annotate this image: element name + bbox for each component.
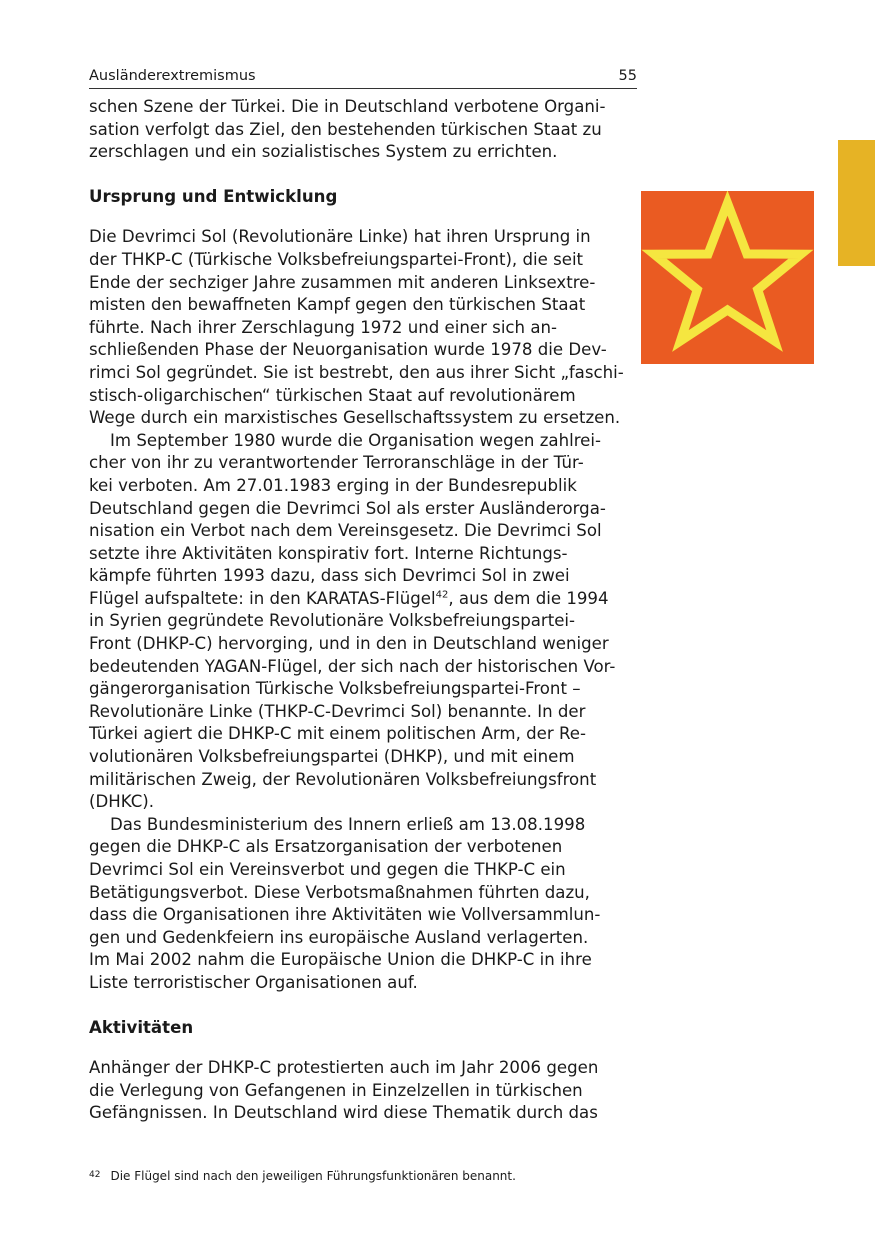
paragraph — [89, 814, 639, 995]
text-line: in Syrien gegründete Revolutionäre Volksbefreiungspartei- — [89, 611, 576, 631]
text-line: Flügel aufspaltete: in den KARATAS-Flügel — [89, 588, 436, 608]
footnote-text: Die Flügel sind nach den jeweiligen Führungsfunktionären benannt. — [110, 1169, 516, 1183]
paragraph — [89, 226, 639, 429]
text-line: Gefängnissen. In Deutschland wird diese Thematik durch das — [89, 1103, 598, 1123]
text-line: cher von ihr zu verantwortender Terroranschläge in der Tür- — [89, 453, 584, 473]
page-number: 55 — [618, 68, 637, 84]
intro-paragraph — [89, 96, 639, 164]
organization-logo — [641, 191, 814, 364]
text-line: Türkei agiert die DHKP-C mit einem politischen Arm, der Re- — [89, 724, 586, 744]
section-heading-aktivitaeten: Aktivitäten — [89, 1017, 194, 1037]
text-line: Ende der sechziger Jahre zusammen mit anderen Linksextre- — [89, 272, 596, 292]
text-line: Im September 1980 wurde die Organisation wegen zahlrei- — [110, 430, 601, 450]
chapter-thumb-tab — [838, 140, 875, 266]
star-shape — [654, 203, 801, 341]
text-line: nisation ein Verbot nach dem Vereinsgesetz. Die Devrimci Sol — [89, 521, 602, 541]
text-line: gängerorganisation Türkische Volksbefreiungspartei-Front – — [89, 679, 581, 699]
text-line: , aus dem die 1994 — [448, 588, 609, 608]
text-line: Betätigungsverbot. Diese Verbotsmaßnahmen führten dazu, — [89, 882, 590, 902]
text-line: militärischen Zweig, der Revolutionären Volksbefreiungsfront — [89, 769, 597, 789]
text-line: der THKP-C (Türkische Volksbefreiungspartei-Front), die seit — [89, 249, 584, 269]
footnote — [89, 1167, 689, 1184]
main-text — [89, 96, 639, 1125]
text-line: stisch-oligarchischen“ türkischen Staat auf revolutionärem — [89, 385, 576, 405]
paragraph — [89, 1057, 639, 1125]
text-line: volutionären Volksbefreiungspartei (DHKP), und mit einem — [89, 747, 575, 767]
text-line: (DHKC). — [89, 792, 155, 812]
text-line: rimci Sol gegründet. Sie ist bestrebt, den aus ihrer Sicht „faschi- — [89, 362, 624, 382]
red-star-icon — [641, 191, 814, 364]
text-line: setzte ihre Aktivitäten konspirativ fort. Interne Richtungs- — [89, 543, 568, 563]
text-line: gen und Gedenkfeiern ins europäische Ausland verlagerten. — [89, 927, 589, 947]
text-line: Wege durch ein marxistisches Gesellschaftssystem zu ersetzen. — [89, 408, 621, 428]
running-head — [89, 66, 637, 89]
text-line: sation verfolgt das Ziel, den bestehenden türkischen Staat zu — [89, 119, 602, 139]
text-line: kämpfe führten 1993 dazu, dass sich Devrimci Sol in zwei — [89, 566, 570, 586]
text-line: kei verboten. Am 27.01.1983 erging in der Bundesrepublik — [89, 475, 577, 495]
text-line: bedeutenden YAGAN-Flügel, der sich nach der historischen Vor- — [89, 656, 616, 676]
text-line: gegen die DHKP-C als Ersatzorganisation der verbotenen — [89, 837, 563, 857]
text-line: führte. Nach ihrer Zerschlagung 1972 und einer sich an- — [89, 317, 558, 337]
text-line: Im Mai 2002 nahm die Europäische Union die DHKP-C in ihre — [89, 950, 592, 970]
footnote-number: 42 — [89, 1170, 101, 1180]
text-line: die Verlegung von Gefangenen in Einzelzellen in türkischen — [89, 1080, 583, 1100]
text-line: Deutschland gegen die Devrimci Sol als erster Ausländerorga- — [89, 498, 606, 518]
paragraph — [89, 430, 639, 814]
text-line: Devrimci Sol ein Vereinsverbot und gegen die THKP-C ein — [89, 860, 566, 879]
footnote-reference: 42 — [435, 589, 449, 601]
running-head-title: Ausländerextremismus — [89, 68, 256, 84]
text-line: Front (DHKP-C) hervorging, und in den in Deutschland weniger — [89, 634, 609, 654]
section-heading-ursprung: Ursprung und Entwicklung — [89, 186, 338, 206]
text-line: Die Devrimci Sol (Revolutionäre Linke) hat ihren Ursprung in — [89, 227, 591, 247]
text-line: Anhänger der DHKP-C protestierten auch im Jahr 2006 gegen — [89, 1058, 599, 1078]
text-line: misten den bewaffneten Kampf gegen den türkischen Staat — [89, 295, 586, 315]
text-line: schließenden Phase der Neuorganisation wurde 1978 die Dev- — [89, 340, 607, 360]
text-line: dass die Organisationen ihre Aktivitäten wie Vollversammlun- — [89, 905, 601, 925]
text-line: schen Szene der Türkei. Die in Deutschland verbotene Organi- — [89, 97, 606, 116]
text-line: zerschlagen und ein sozialistisches System zu errichten. — [89, 142, 558, 162]
text-line: Liste terroristischer Organisationen auf. — [89, 972, 418, 992]
text-line: Das Bundesministerium des Innern erließ am 13.08.1998 — [110, 814, 586, 834]
text-line: Revolutionäre Linke (THKP-C-Devrimci Sol) benannte. In der — [89, 701, 586, 721]
